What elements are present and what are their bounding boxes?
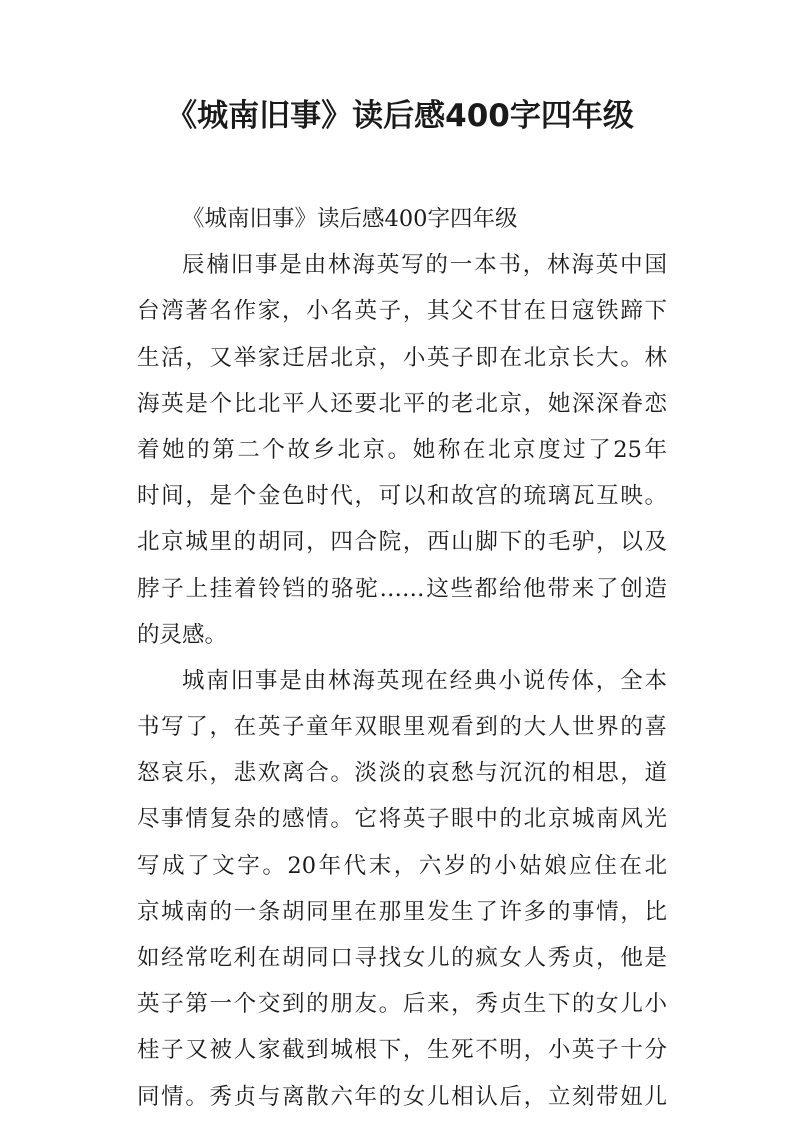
paragraph-2-line-7: 如经常吃利在胡同口寻找女儿的疯女人秀贞，他是 <box>137 945 667 971</box>
paragraph-2-line-3: 怒哀乐，悲欢离合。淡淡的哀愁与沉沉的相思，道 <box>137 760 667 787</box>
paragraph-1-line-7: 北京城里的胡同，四合院，西山脚下的毛驴，以及 <box>137 529 667 556</box>
paragraph-1-line-6: 时间，是个金色时代，可以和故宫的琉璃瓦互映。 <box>137 483 667 510</box>
paragraph-1-line-3: 生活，又举家迁居北京，小英子即在北京长大。林 <box>137 344 667 371</box>
paragraph-2-line-10: 同情。秀贞与离散六年的女儿相认后，立刻带妞儿 <box>137 1083 667 1110</box>
paragraph-2-line-1: 城南旧事是由林海英现在经典小说传体，全本 <box>182 667 667 694</box>
paragraph-2-line-8: 英子第一个交到的朋友。后来，秀贞生下的女儿小 <box>137 991 667 1018</box>
paragraph-1-line-4: 海英是个比北平人还要北平的老北京，她深深眷恋 <box>137 390 667 417</box>
paragraph-2-line-6: 京城南的一条胡同里在那里发生了许多的事情，比 <box>137 898 667 925</box>
document-title: 《城南旧事》读后感400字四年级 <box>166 98 634 134</box>
paragraph-2-line-2: 书写了，在英子童年双眼里观看到的大人世界的喜 <box>137 714 667 741</box>
paragraph-1-line-2: 台湾著名作家，小名英子，其父不甘在日寇铁蹄下 <box>137 298 667 325</box>
paragraph-2-line-5: 写成了文字。20年代末，六岁的小姑娘应住在北 <box>137 852 667 879</box>
paragraph-2-line-4: 尽事情复杂的感情。它将英子眼中的北京城南风光 <box>137 806 667 833</box>
paragraph-1-line-9: 的灵感。 <box>137 621 228 648</box>
paragraph-2-line-9: 桂子又被人家截到城根下，生死不明，小英子十分 <box>137 1037 667 1064</box>
document-body <box>137 196 667 1120</box>
paragraph-1-line-5: 着她的第二个故乡北京。她称在北京度过了25年 <box>137 436 667 463</box>
body-subtitle-line: 《城南旧事》读后感400字四年级 <box>182 206 518 232</box>
paragraph-1-line-8: 脖子上挂着铃铛的骆驼……这些都给他带来了创造 <box>137 575 667 602</box>
paragraph-1-line-1: 辰楠旧事是由林海英写的一本书，林海英中国 <box>182 252 667 279</box>
